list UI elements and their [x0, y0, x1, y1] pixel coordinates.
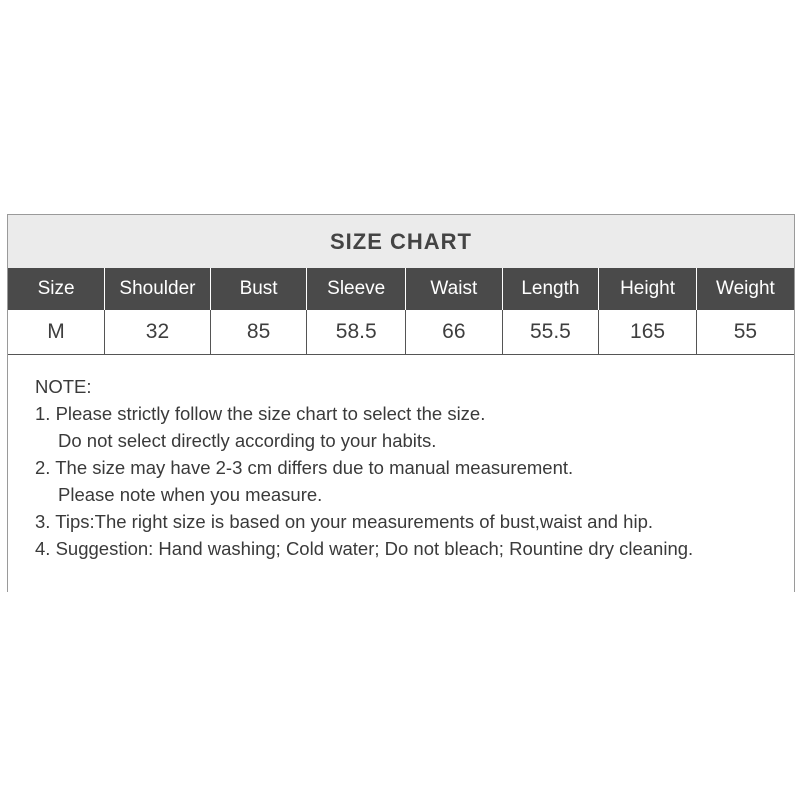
note-line-1-continued: Do not select directly according to your habits.: [58, 430, 437, 451]
column-header-weight: Weight: [696, 268, 794, 310]
column-header-shoulder: Shoulder: [105, 268, 211, 310]
cell-sleeve: 58.5: [307, 310, 406, 355]
note-line-1: 1. Please strictly follow the size chart to select the size.: [35, 403, 486, 424]
notes-section: [8, 355, 794, 562]
cell-bust: 85: [210, 310, 307, 355]
note-line-3: 3. Tips:The right size is based on your measurements of bust,waist and hip.: [35, 511, 654, 532]
column-header-waist: Waist: [406, 268, 503, 310]
header-row: [8, 268, 794, 310]
column-header-length: Length: [502, 268, 599, 310]
size-chart: [7, 214, 795, 592]
cell-waist: 66: [406, 310, 503, 355]
chart-title: SIZE CHART: [8, 215, 794, 268]
column-header-bust: Bust: [210, 268, 307, 310]
cell-size: M: [8, 310, 105, 355]
table-row: [8, 310, 794, 355]
note-line-2-continued: Please note when you measure.: [58, 484, 323, 505]
note-line-4: 4. Suggestion: Hand washing; Cold water; Do not bleach; Rountine dry cleaning.: [35, 538, 694, 559]
column-header-sleeve: Sleeve: [307, 268, 406, 310]
cell-weight: 55: [696, 310, 794, 355]
column-header-height: Height: [599, 268, 697, 310]
cell-length: 55.5: [502, 310, 599, 355]
size-table: [8, 268, 794, 355]
cell-shoulder: 32: [105, 310, 211, 355]
notes-heading: NOTE:: [35, 376, 92, 397]
note-line-2: 2. The size may have 2-3 cm differs due to manual measurement.: [35, 457, 574, 478]
cell-height: 165: [599, 310, 697, 355]
column-header-size: Size: [8, 268, 105, 310]
